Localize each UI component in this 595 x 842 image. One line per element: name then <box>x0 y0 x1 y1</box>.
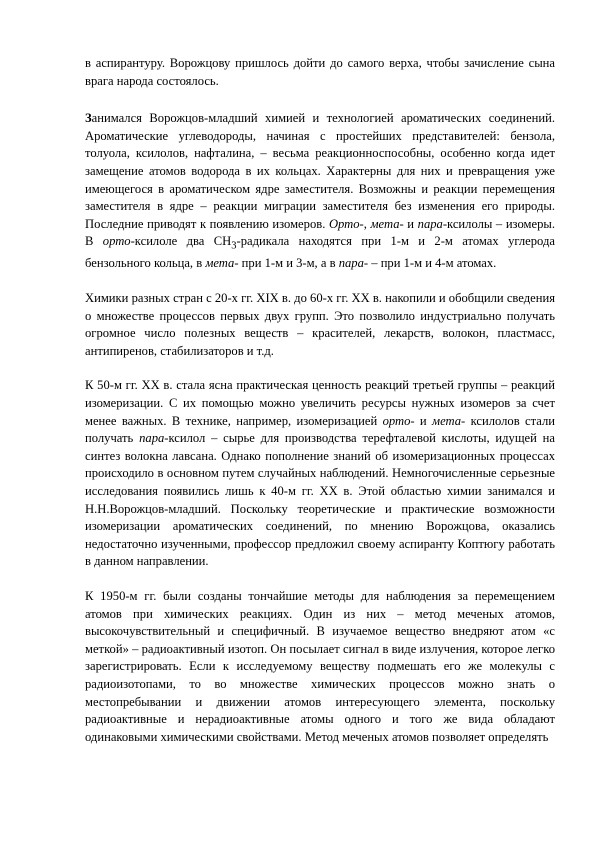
paragraph-2-text-5: -ксилоле два CH <box>130 234 232 249</box>
paragraph-2 <box>85 110 555 273</box>
paragraph-4-text-3: ксилолов стали получать <box>85 413 555 446</box>
paragraph-2-meta: мета- <box>370 216 404 231</box>
paragraph-2-text-7: при 1-м и 3-м, а в <box>238 256 339 271</box>
paragraph-4-meta: мета- <box>432 413 466 428</box>
paragraph-3 <box>85 290 555 360</box>
paragraph-2-meta-2: мета- <box>205 256 239 271</box>
paragraph-4-text-2: и <box>414 413 433 428</box>
paragraph-5-text: К 1950-м гг. были созданы тончайшие методы для наблюдения за перемещением атомов при химических реакциях. Один из них – метод меченых атомов, высокочувствительный и специфичный. В изучаемое вещество внедряют атом «с меткой» – радиоактивный изотоп. Он посылает сигнал в виде излучения, которое легко зарегистрировать. Если к исследуемому веществу подмешать его же молекулы с радиоизотопами, то во множестве химических процессов можно знать о местопребывании и движении атомов интересующего элемента, поскольку радиоактивные и нерадиоактивные атомы одного и того же вида обладают одинаковыми химическими свойствами. Метод меченых атомов позволяет определять <box>85 588 555 744</box>
paragraph-1 <box>85 55 555 90</box>
paragraph-2-text-8: – при 1-м и 4-м атомах. <box>368 256 497 271</box>
paragraph-5 <box>85 588 555 746</box>
paragraph-2-orto-2: орто <box>102 234 131 249</box>
paragraph-2-text-1: анимался Ворожцов-младший химией и технологией ароматических соединений. Ароматические углеводороды, начиная с простейших представителей: бензола, толуола, ксилолов, нафталина, – весьма реакционноспособны, особенно когда идет замещение атомов водорода в их кольцах. Характерны для них и превращения уже имеющегося в ароматическом ядре заместителя. Возможны и реакции перемещения заместителя в ядре – реакции миграции заместителя без изменения его природы. Последние приводят к появлению изомеров. <box>85 111 555 231</box>
paragraph-2-text-2: , <box>363 216 371 231</box>
paragraph-2-orto: Орто- <box>328 216 364 231</box>
paragraph-2-text-3: и <box>403 216 418 231</box>
paragraph-4 <box>85 377 555 571</box>
paragraph-2-subscript: 3 <box>231 240 237 252</box>
paragraph-2-para: пара- <box>417 216 448 231</box>
paragraph-2-lead-letter: З <box>85 111 92 126</box>
document-body <box>85 55 555 746</box>
paragraph-3-text: Химики разных стран с 20-х гг. XIX в. до 60-х гг. XX в. накопили и обобщили сведения о множестве процессов первых двух групп. Это позволило индустриально получать огромное число полезных веществ – красителей, лекарств, волокон, пластмасс, антипиренов, стабилизаторов и т.д. <box>85 291 555 358</box>
paragraph-4-para: пара <box>139 431 165 446</box>
paragraph-2-text-6: -радикала находятся при 1-м и 2-м атомах углерода бензольного кольца, в <box>85 234 555 271</box>
paragraph-4-text-1: К 50-м гг. XX в. стала ясна практическая ценность реакций третьей группы – реакций изомеризации. С их помощью можно увеличить ресурсы нужных изомеров за счет менее важных. В технике, например, изомеризацией <box>85 378 555 428</box>
paragraph-2-text-4: ксилолы – изомеры. В <box>85 216 555 249</box>
paragraph-1-text: в аспирантуру. Ворожцову пришлось дойти до самого верха, чтобы зачисление сына врага народа состоялось. <box>85 56 555 88</box>
paragraph-4-orto: орто- <box>382 413 415 428</box>
paragraph-2-para-2: пара- <box>338 256 369 271</box>
paragraph-4-text-4: -ксилол – сырье для производства терефталевой кислоты, идущей на синтез волокна лавсана. Однако пополнение знаний об изомеризационных процессах происходило в основном путем случайных наблюдений. Немногочисленные серьезные исследования появились лишь к 40-м гг. XX в. Этой областью химии занимался и Н.Н.Ворожцов-младший. Поскольку теоретические и практические возможности изомеризации ароматических соединений, по мнению Ворожцова, оказались недостаточно изученными, профессор предложил своему аспиранту Коптюгу работать в данном направлении. <box>85 431 555 569</box>
